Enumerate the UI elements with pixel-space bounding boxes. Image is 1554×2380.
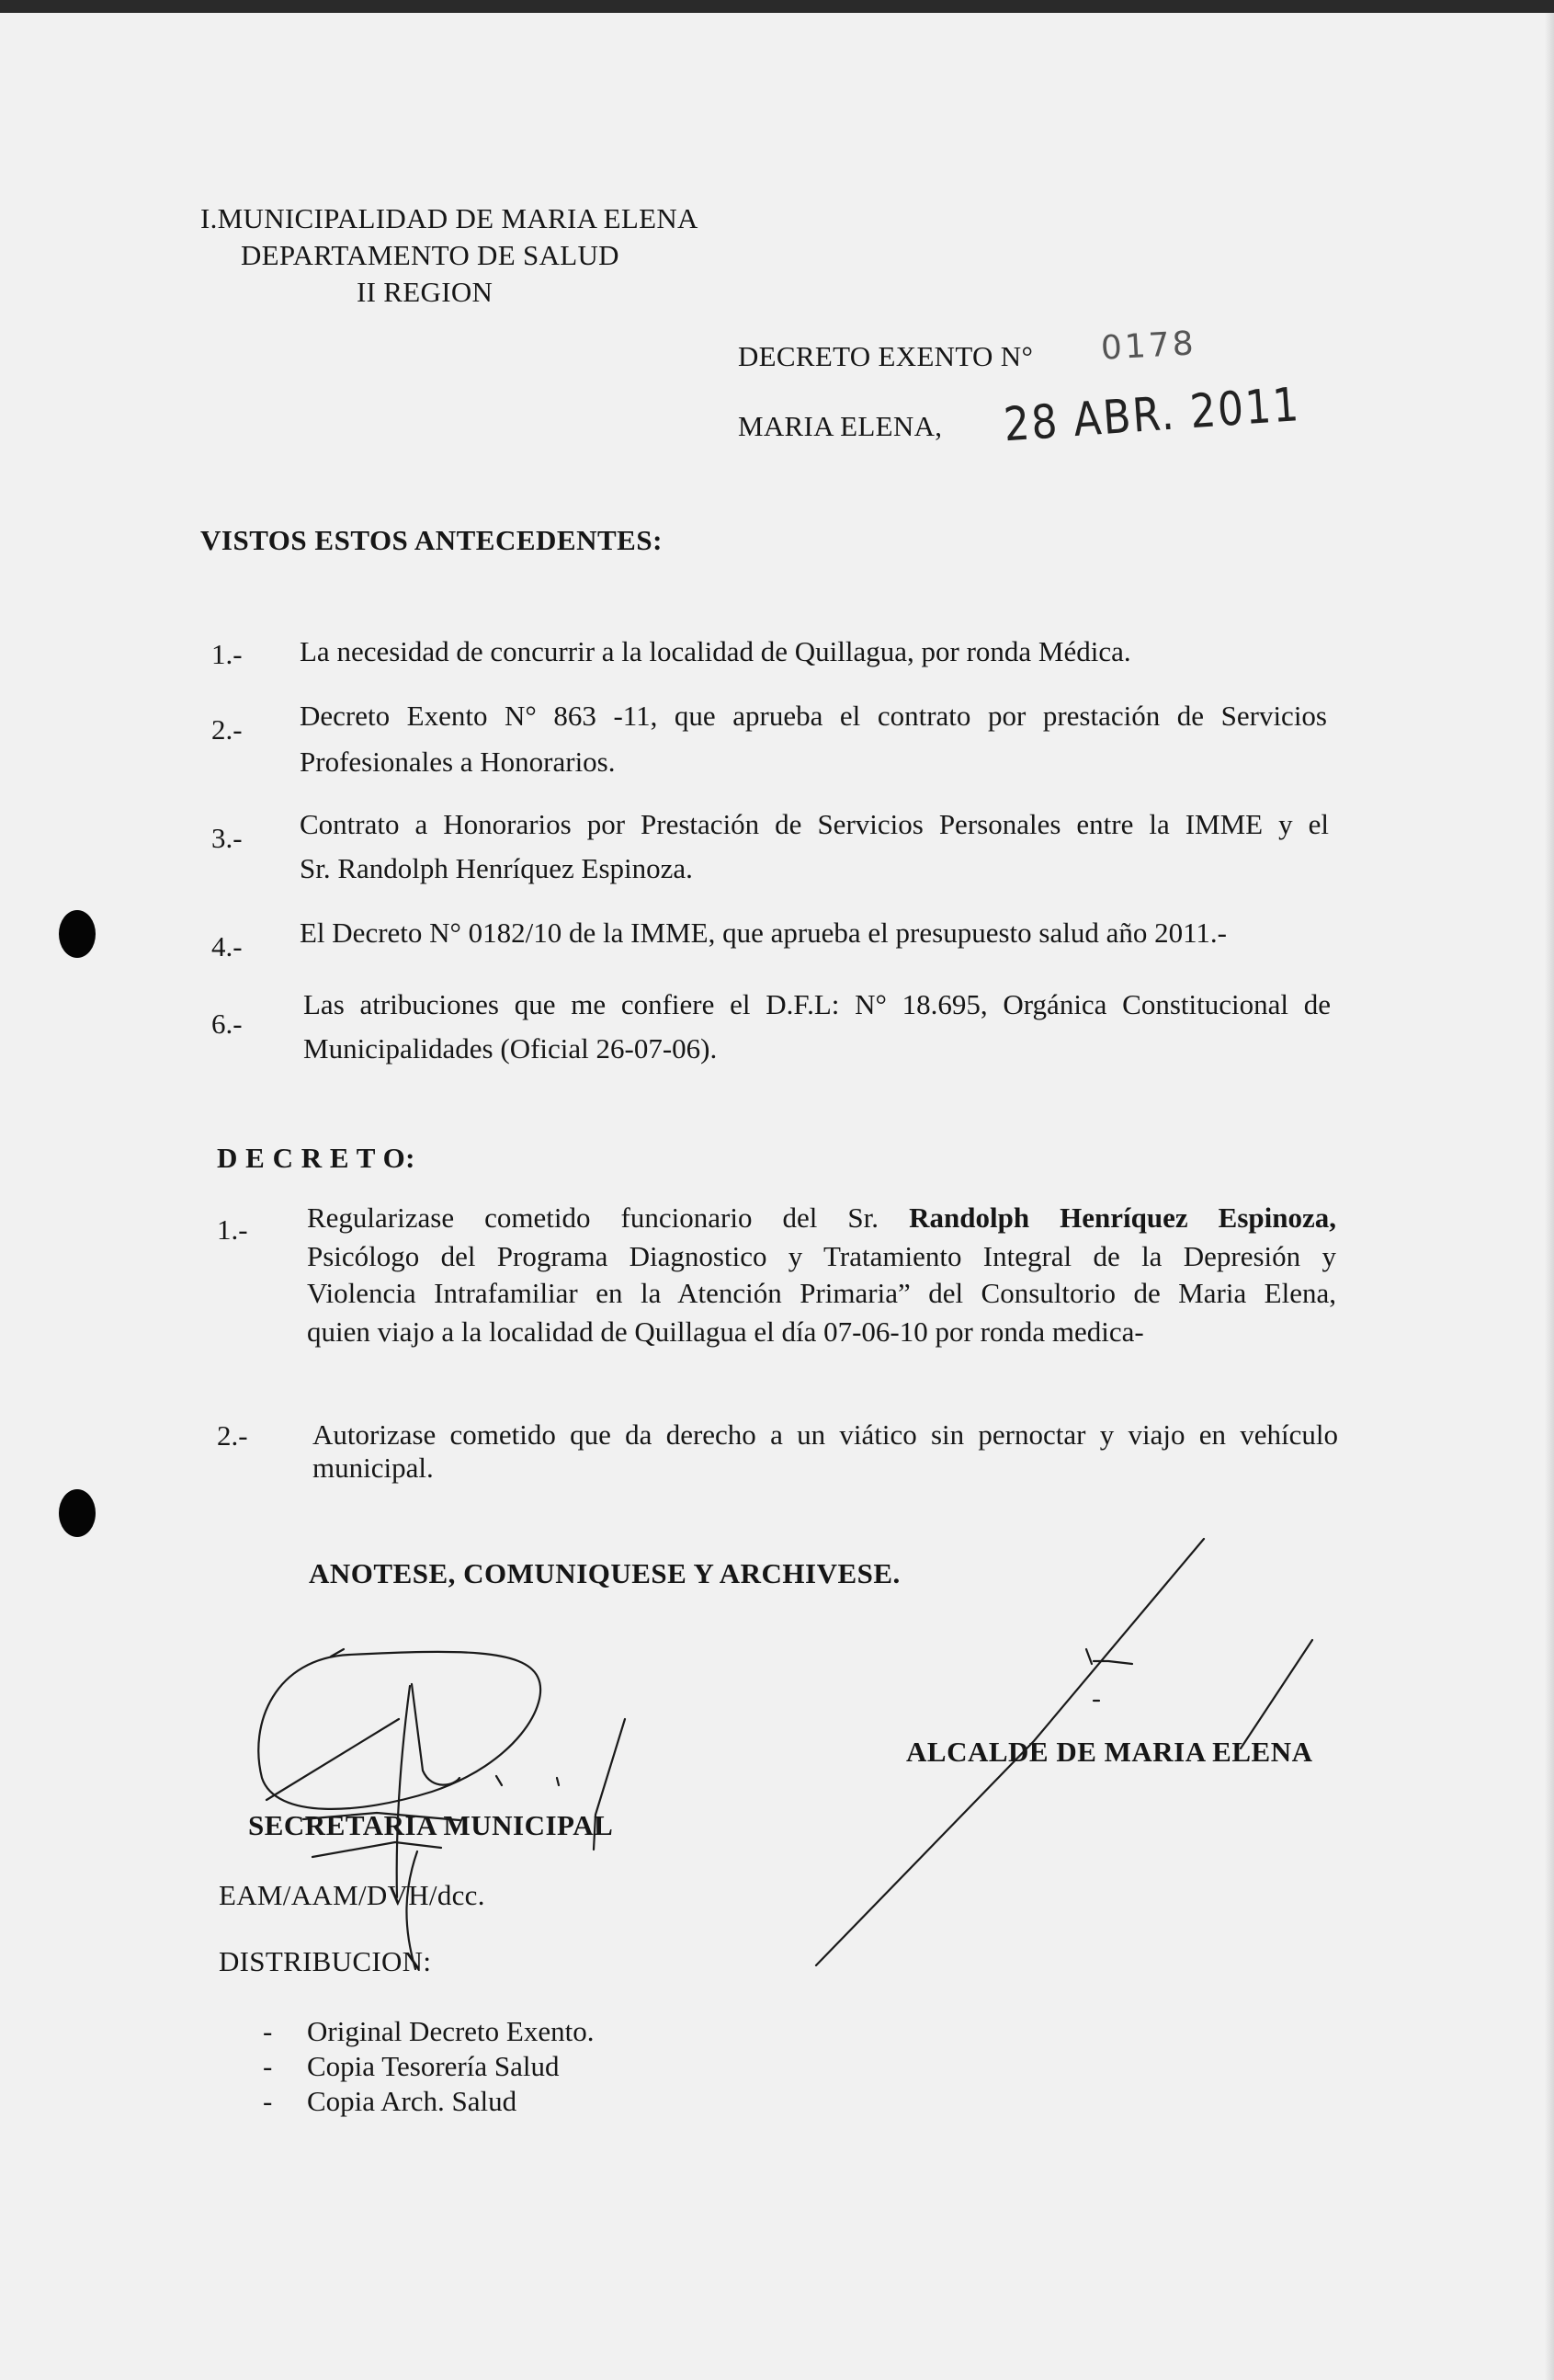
decreto-item-1-line3: Violencia Intrafamiliar en la Atención Primaria” del Consultorio de Maria Elena, [307,1277,1336,1309]
vistos-item-3-line2: Sr. Randolph Henríquez Espinoza. [300,852,693,884]
closing-statement: ANOTESE, COMUNIQUESE Y ARCHIVESE. [309,1557,901,1589]
distribution-item-3-text: Copia Arch. Salud [307,2085,517,2117]
secretary-signature-descender [406,1851,417,1969]
distribution-item-2-text: Copia Tesorería Salud [307,2050,560,2082]
secretary-signature-underline-2 [312,1842,441,1857]
vistos-heading: VISTOS ESTOS ANTECEDENTES: [200,524,663,556]
vistos-item-3-line1: Contrato a Honorarios por Prestación de Servicios Personales entre la IMME y el [300,808,1329,840]
header-line-municipality: I.MUNICIPALIDAD DE MARIA ELENA [200,202,698,234]
distribution-item-1-text: Original Decreto Exento. [307,2015,595,2047]
decreto-item-2-line2: municipal. [312,1452,434,1484]
reference-initials: EAM/AAM/DVH/dcc. [219,1879,485,1911]
vistos-item-3-number: 3.- [211,822,243,854]
secretary-signature-dot [557,1778,559,1785]
decreto-heading: D E C R E T O: [217,1142,416,1174]
secretary-signature-vertical [397,1686,410,1897]
bullet-dash: - [263,2015,273,2047]
bullet-dash: - [263,2050,273,2082]
vistos-item-4-number: 4.- [211,930,243,962]
bullet-dash: - [263,2085,273,2117]
vistos-item-6-line2: Municipalidades (Oficial 26-07-06). [303,1032,718,1065]
decreto-item-1-person: Randolph Henríquez Espinoza, [909,1201,1337,1234]
decreto-item-1-intro: Regularizase cometido funcionario del Sr. [307,1201,879,1234]
header-line-region: II REGION [357,276,493,308]
vistos-item-1-text: La necesidad de concurrir a la localidad de Quillagua, por ronda Médica. [300,635,1131,667]
vistos-item-2-line2: Profesionales a Honorarios. [300,746,616,778]
mayor-signature-tick [1086,1649,1092,1664]
decree-number-label: DECRETO EXENTO N° [738,340,1034,372]
vistos-item-2-line1: Decreto Exento N° 863 -11, que aprueba el contrato por prestación de Servicios [300,700,1327,732]
secretary-signature-cross [267,1719,399,1800]
handwritten-signatures [0,13,1554,2380]
vistos-item-6-number: 6.- [211,1008,243,1040]
decree-number-stamp: 0178 [1099,325,1197,368]
decreto-item-1-line2: Psicólogo del Programa Diagnostico y Tratamiento Integral de la Depresión y [307,1240,1336,1272]
secretary-title: SECRETARIA MUNICIPAL [248,1809,614,1841]
decreto-item-2-line1: Autorizase cometido que da derecho a un viático sin pernoctar y viajo en vehículo [312,1418,1338,1451]
vistos-item-1-number: 1.- [211,638,243,670]
header-line-department: DEPARTAMENTO DE SALUD [241,239,619,271]
decreto-item-2-number: 2.- [217,1419,248,1452]
mayor-signature-stroke-right [1241,1640,1312,1748]
document-page [0,13,1554,2380]
secretary-signature-mark [496,1776,502,1785]
secretary-signature-underline [303,1813,459,1820]
decree-place: MARIA ELENA, [738,410,943,442]
secretary-signature-hook [412,1684,459,1785]
decree-date-stamp: 28 ABR. 2011 [1002,377,1302,453]
vistos-item-4-text: El Decreto N° 0182/10 de la IMME, que aprueba el presupuesto salud año 2011.- [300,917,1227,949]
distribution-heading: DISTRIBUCION: [219,1945,432,1977]
vistos-item-6-line1: Las atribuciones que me confiere el D.F.L: N° 18.695, Orgánica Constitucional de [303,988,1331,1020]
vistos-item-2-number: 2.- [211,713,243,746]
decreto-item-1-number: 1.- [217,1213,248,1246]
mayor-signature-stroke-main [816,1539,1204,1965]
secretary-signature-tail [594,1719,625,1850]
mayor-title: ALCALDE DE MARIA ELENA [906,1736,1313,1768]
decreto-item-1-line4: quien viajo a la localidad de Quillagua el día 07-06-10 por ronda medica- [307,1315,1144,1348]
